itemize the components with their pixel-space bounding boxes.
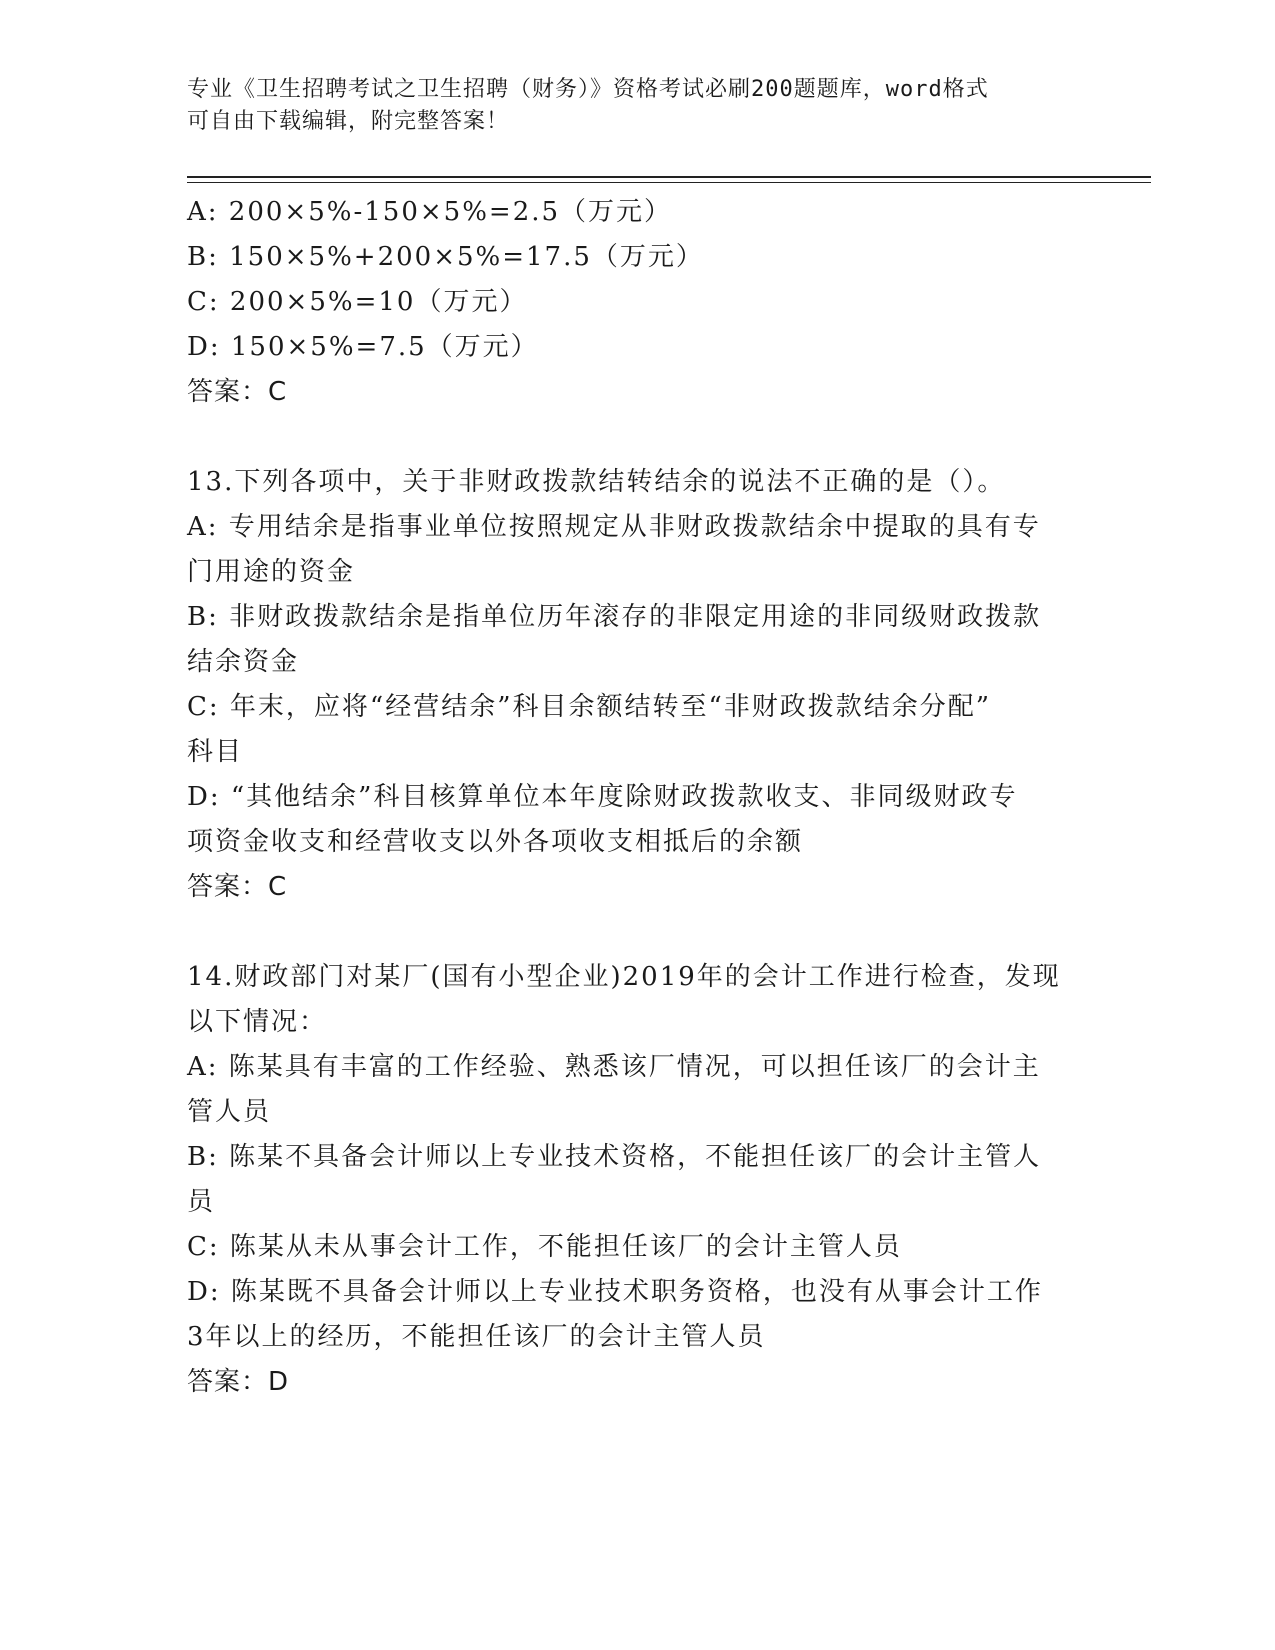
q14-option-a-line-1: A: 陈某具有丰富的工作经验、熟悉该厂情况，可以担任该厂的会计主 — [187, 1052, 1041, 1082]
q13-option-d-line-1: D: “其他结余”科目核算单位本年度除财政拨款收支、非同级财政专 — [187, 782, 1018, 812]
q13-option-b-line-1: B: 非财政拨款结余是指单位历年滚存的非限定用途的非同级财政拨款 — [187, 602, 1042, 632]
q12-answer: 答案：C — [187, 377, 288, 407]
q13-option-c-line-1: C: 年末，应将“经营结余”科目余额结转至“非财政拨款结余分配” — [187, 692, 992, 722]
q13-option-c-line-2: 科目 — [187, 737, 244, 767]
q14-question-line-1: 14.财政部门对某厂(国有小型企业)2019年的会计工作进行检查，发现 — [187, 962, 1061, 992]
q13-option-d-line-2: 项资金收支和经营收支以外各项收支相抵后的余额 — [187, 827, 804, 857]
q13-option-a-line-2: 门用途的资金 — [187, 557, 356, 587]
question-14 — [187, 955, 1077, 1405]
q14-answer: 答案：D — [187, 1367, 290, 1397]
document-body — [187, 190, 1077, 1405]
q14-option-d-line-1: D: 陈某既不具备会计师以上专业技术职务资格，也没有从事会计工作 — [187, 1277, 1043, 1307]
header-divider-thick — [187, 176, 1151, 178]
q14-question-line-2: 以下情况： — [187, 1007, 328, 1037]
header-line-2: 可自由下载编辑，附完整答案！ — [187, 109, 510, 134]
spacer — [187, 415, 1077, 460]
header-line-1: 专业《卫生招聘考试之卫生招聘（财务）》资格考试必刷200题题库，word格式 — [187, 77, 989, 102]
question-12-options — [187, 190, 1077, 415]
q13-option-b-line-2: 结余资金 — [187, 647, 300, 677]
q14-option-b-line-1: B: 陈某不具备会计师以上专业技术资格，不能担任该厂的会计主管人 — [187, 1142, 1042, 1172]
q14-option-a-line-2: 管人员 — [187, 1097, 272, 1127]
q12-option-d: D: 150×5%=7.5（万元） — [187, 332, 539, 362]
q13-option-a-line-1: A: 专用结余是指事业单位按照规定从非财政拨款结余中提取的具有专 — [187, 512, 1041, 542]
q12-option-b: B: 150×5%+200×5%=17.5（万元） — [187, 242, 704, 272]
q13-answer: 答案：C — [187, 872, 288, 902]
q14-option-d-line-2: 3年以上的经历，不能担任该厂的会计主管人员 — [187, 1322, 766, 1352]
document-header — [187, 74, 1087, 138]
q12-option-c: C: 200×5%=10（万元） — [187, 287, 528, 317]
spacer — [187, 910, 1077, 955]
question-13 — [187, 460, 1077, 910]
q12-option-a: A: 200×5%-150×5%=2.5（万元） — [187, 197, 673, 227]
q13-question: 13.下列各项中，关于非财政拨款结转结余的说法不正确的是（）。 — [187, 467, 1006, 497]
header-divider-thin — [187, 182, 1151, 183]
q14-option-c: C: 陈某从未从事会计工作，不能担任该厂的会计主管人员 — [187, 1232, 902, 1262]
q14-option-b-line-2: 员 — [187, 1187, 216, 1217]
